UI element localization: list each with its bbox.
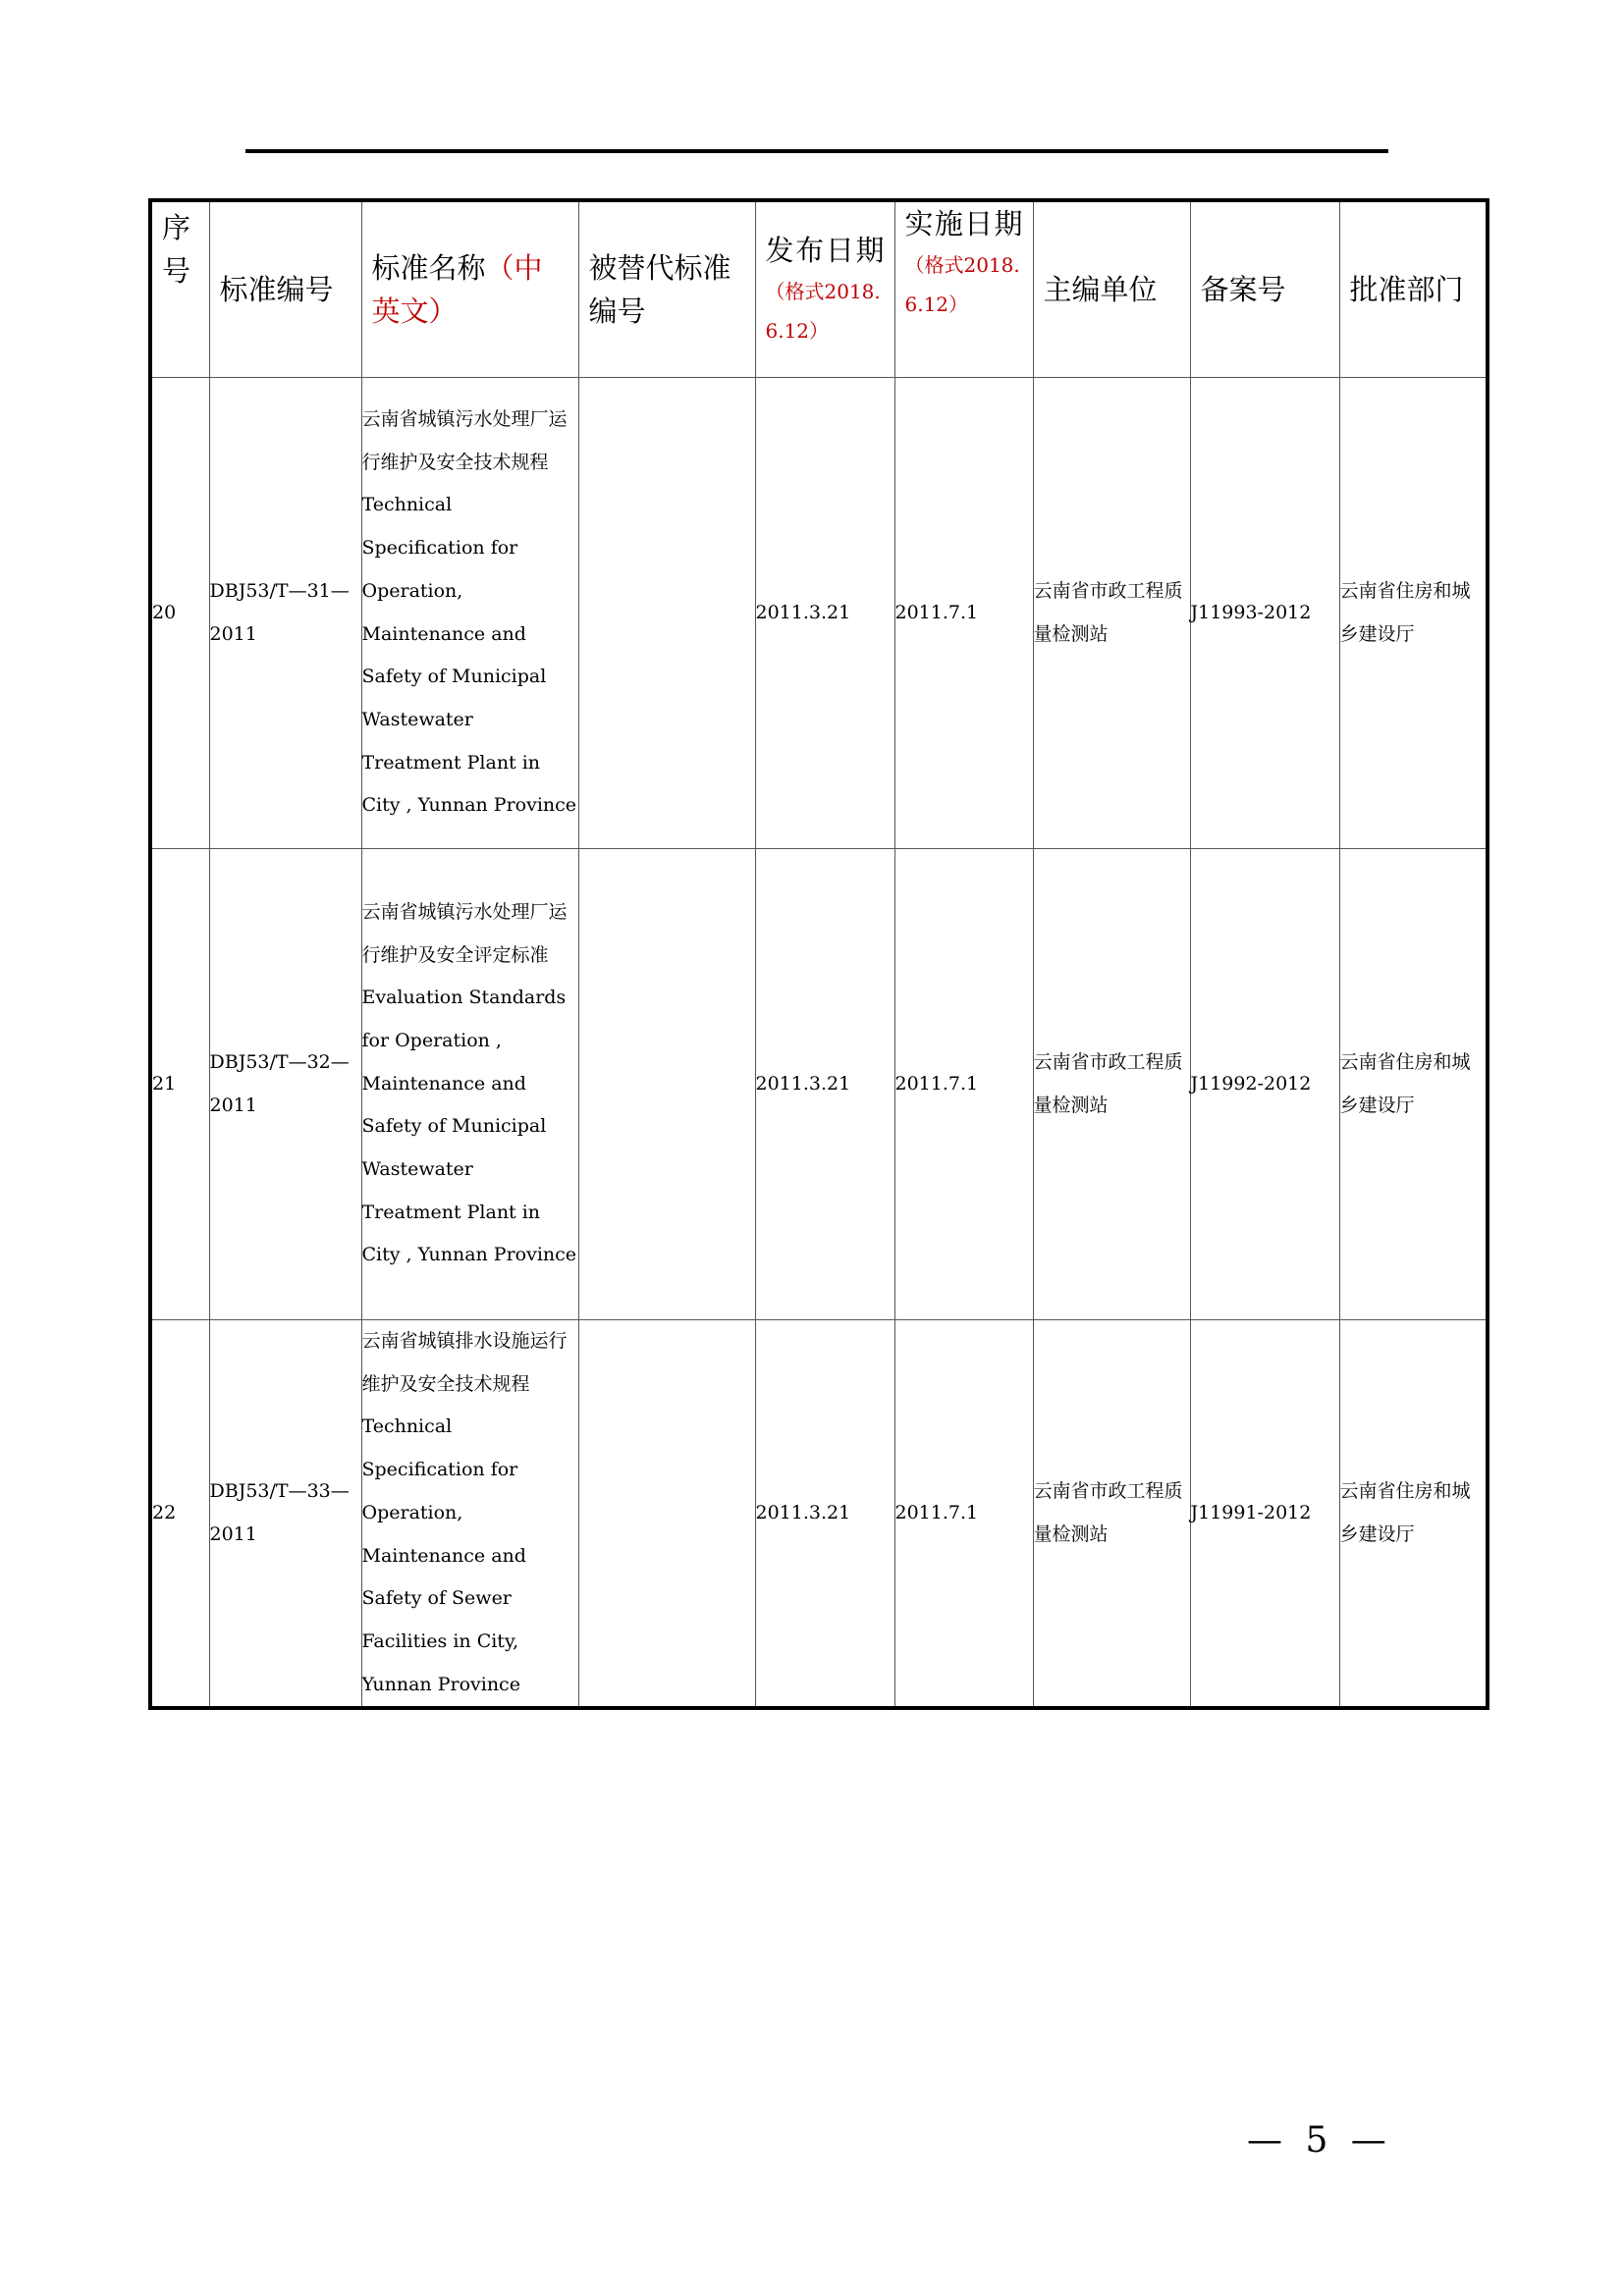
row-impl-date: 2011.7.1 bbox=[894, 849, 1033, 1320]
table-row bbox=[150, 849, 1488, 1320]
header-name-text: 标准名称 bbox=[371, 251, 486, 285]
header-replaced: 被替代标准编号 bbox=[578, 200, 755, 378]
row-replaced bbox=[578, 378, 755, 849]
row-record-no: J11992-2012 bbox=[1190, 849, 1339, 1320]
table-row bbox=[150, 378, 1488, 849]
row-std-no: DBJ53/T—33—2011 bbox=[209, 1320, 361, 1709]
row-seq: 20 bbox=[150, 378, 209, 849]
header-rule bbox=[245, 149, 1388, 153]
header-release-note: （格式2018.6.12） bbox=[765, 280, 881, 343]
header-release-date bbox=[755, 200, 894, 378]
header-name bbox=[361, 200, 578, 378]
row-impl-date: 2011.7.1 bbox=[894, 1320, 1033, 1709]
row-editor: 云南省市政工程质量检测站 bbox=[1033, 1320, 1190, 1709]
header-impl-title: 实施日期 bbox=[904, 207, 1023, 240]
row-release-date: 2011.3.21 bbox=[755, 378, 894, 849]
header-impl-date bbox=[894, 200, 1033, 378]
row-approver: 云南省住房和城乡建设厅 bbox=[1339, 378, 1488, 849]
row-std-no: DBJ53/T—32—2011 bbox=[209, 849, 361, 1320]
row-std-no: DBJ53/T—31—2011 bbox=[209, 378, 361, 849]
row-release-date: 2011.3.21 bbox=[755, 1320, 894, 1709]
header-seq: 序号 bbox=[150, 200, 209, 378]
row-impl-date: 2011.7.1 bbox=[894, 378, 1033, 849]
header-approver: 批准部门 bbox=[1339, 200, 1488, 378]
header-name-lang: （中英文） bbox=[371, 251, 543, 328]
table-row bbox=[150, 1320, 1488, 1709]
row-std-name: 云南省城镇污水处理厂运行维护及安全评定标准 Evaluation Standards for Operation , Maintenance and Safety of Municipal Wastewater Treatment Plant in City , Yunnan Province bbox=[361, 849, 578, 1320]
header-editor: 主编单位 bbox=[1033, 200, 1190, 378]
row-replaced bbox=[578, 1320, 755, 1709]
row-approver: 云南省住房和城乡建设厅 bbox=[1339, 1320, 1488, 1709]
header-record-no: 备案号 bbox=[1190, 200, 1339, 378]
header-row bbox=[150, 200, 1488, 378]
page-number: — 5 — bbox=[1247, 2120, 1392, 2161]
row-std-name: 云南省城镇污水处理厂运行维护及安全技术规程 Technical Specification for Operation, Maintenance and Safety of Municipal Wastewater Treatment Plant in City , Yunnan Province bbox=[361, 378, 578, 849]
row-release-date: 2011.3.21 bbox=[755, 849, 894, 1320]
row-seq: 22 bbox=[150, 1320, 209, 1709]
header-release-title: 发布日期 bbox=[765, 234, 885, 267]
row-replaced bbox=[578, 849, 755, 1320]
standards-table bbox=[148, 198, 1489, 1710]
row-record-no: J11993-2012 bbox=[1190, 378, 1339, 849]
row-approver: 云南省住房和城乡建设厅 bbox=[1339, 849, 1488, 1320]
row-std-name: 云南省城镇排水设施运行维护及安全技术规程 Technical Specification for Operation, Maintenance and Safety of Sewer Facilities in City, Yunnan Province bbox=[361, 1320, 578, 1709]
header-impl-note: （格式2018.6.12） bbox=[904, 253, 1020, 316]
row-seq: 21 bbox=[150, 849, 209, 1320]
row-editor: 云南省市政工程质量检测站 bbox=[1033, 849, 1190, 1320]
row-editor: 云南省市政工程质量检测站 bbox=[1033, 378, 1190, 849]
header-std-no: 标准编号 bbox=[209, 200, 361, 378]
row-record-no: J11991-2012 bbox=[1190, 1320, 1339, 1709]
